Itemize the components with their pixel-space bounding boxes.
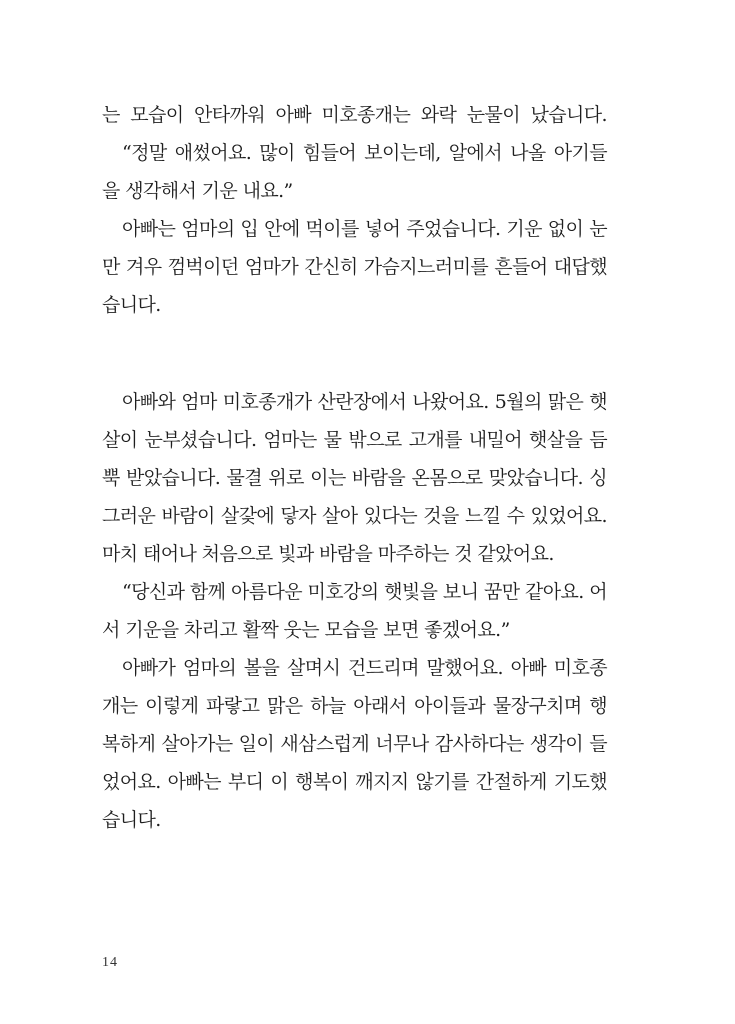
text-line: 서 기운을 차리고 활짝 웃는 모습을 보면 좋겠어요.”	[102, 619, 510, 641]
text-line: 뿍 받았습니다. 물결 위로 이는 바람을 온몸으로 맞았습니다. 싱	[102, 467, 607, 489]
page-number: 14	[102, 955, 118, 970]
text-line: “당신과 함께 아름다운 미호강의 햇빛을 보니 꿈만 같아요. 어	[122, 581, 607, 603]
text-line: 그러운 바람이 살갗에 닿자 살아 있다는 것을 느낄 수 있었어요.	[102, 505, 607, 527]
paragraph-group-2	[102, 383, 607, 839]
text-line: 습니다.	[102, 294, 161, 316]
text-line: 을 생각해서 기운 내요.”	[102, 180, 293, 202]
text-line: 복하게 살아가는 일이 새삼스럽게 너무나 감사하다는 생각이 들	[102, 733, 607, 755]
text-line: 는 모습이 안타까워 아빠 미호종개는 와락 눈물이 났습니다.	[102, 104, 607, 126]
text-line: 아빠가 엄마의 볼을 살며시 건드리며 말했어요. 아빠 미호종	[122, 657, 607, 679]
text-line: 아빠와 엄마 미호종개가 산란장에서 나왔어요. 5월의 맑은 햇	[122, 391, 607, 413]
text-line: 만 겨우 껌벅이던 엄마가 간신히 가슴지느러미를 흔들어 대답했	[102, 256, 607, 278]
text-line: 개는 이렇게 파랗고 맑은 하늘 아래서 아이들과 물장구치며 행	[102, 695, 607, 717]
paragraph-group-1	[102, 96, 607, 324]
text-line: 습니다.	[102, 809, 161, 831]
text-line: 아빠는 엄마의 입 안에 먹이를 넣어 주었습니다. 기운 없이 눈	[122, 218, 607, 240]
text-line: 었어요. 아빠는 부디 이 행복이 깨지지 않기를 간절하게 기도했	[102, 771, 607, 793]
text-line: 살이 눈부셨습니다. 엄마는 물 밖으로 고개를 내밀어 햇살을 듬	[102, 429, 607, 451]
text-line: 마치 태어나 처음으로 빛과 바람을 마주하는 것 같았어요.	[102, 543, 554, 565]
text-line: “정말 애썼어요. 많이 힘들어 보이는데, 알에서 나올 아기들	[122, 142, 607, 164]
